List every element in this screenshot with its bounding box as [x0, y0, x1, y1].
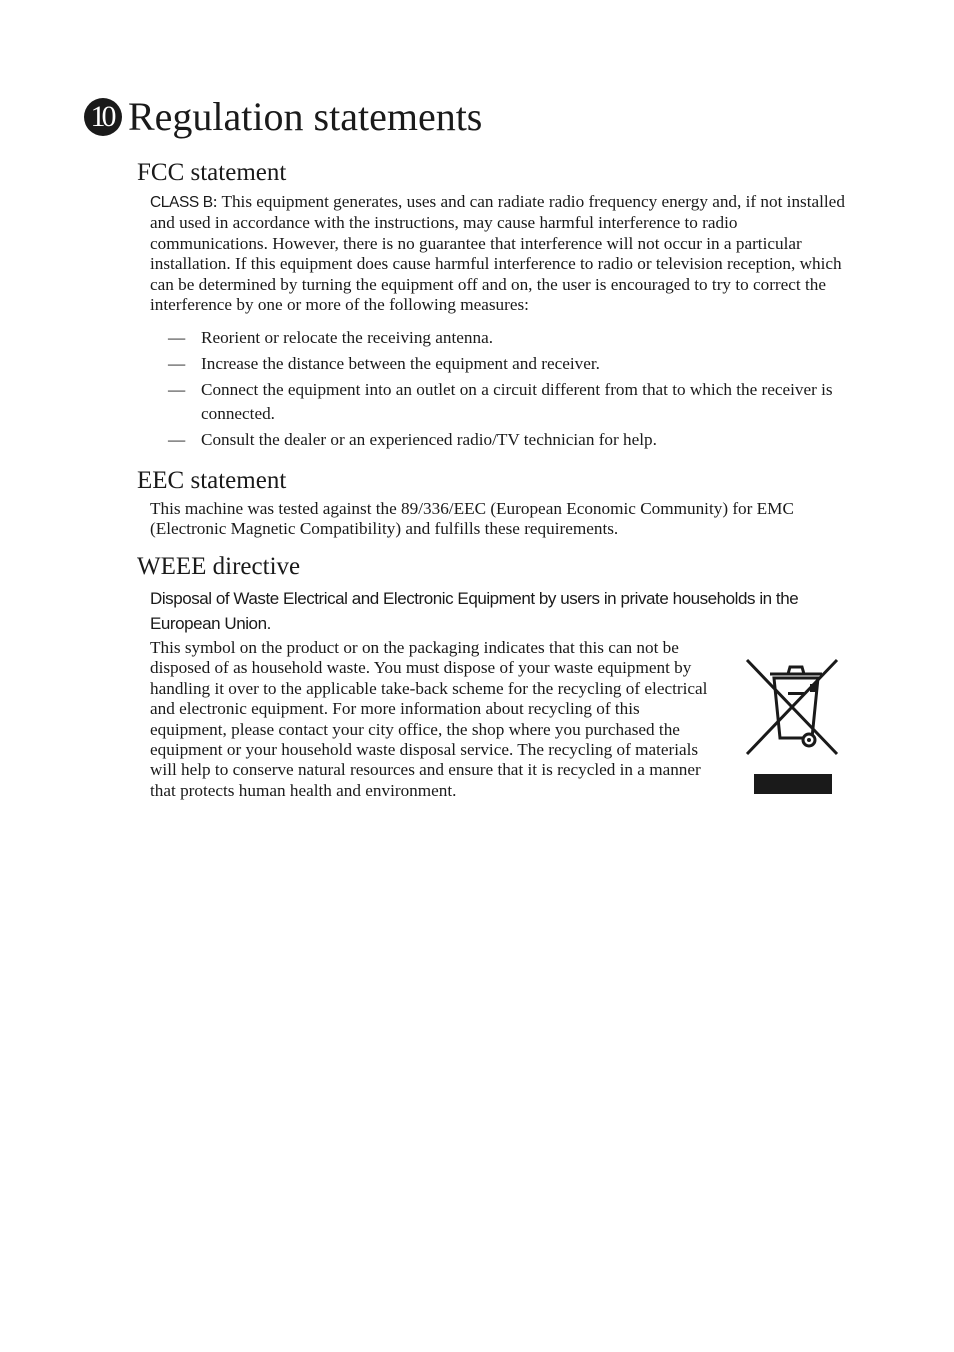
fcc-heading: FCC statement	[137, 159, 287, 186]
measure-text: Consult the dealer or an experienced radio/TV technician for help.	[201, 429, 657, 449]
eec-paragraph: This machine was tested against the 89/336/EEC (European Economic Community) for EMC (Electronic Magnetic Compatibility) and fulfills these requirements.	[150, 499, 794, 539]
measure-text: Connect the equipment into an outlet on a circuit different from that to which the receiver is connected.	[201, 380, 833, 423]
measure-text: Increase the distance between the equipment and receiver.	[201, 354, 600, 373]
chapter-number: 10	[90, 100, 113, 133]
bullet-dash: —	[168, 429, 186, 449]
bullet-dash: —	[168, 380, 186, 399]
weee-subheading: Disposal of Waste Electrical and Electronic Equipment by users in private households in the European Union.	[150, 589, 799, 633]
weee-heading: WEEE directive	[137, 553, 301, 580]
list-item	[168, 428, 858, 452]
measure-text: Reorient or relocate the receiving antenna.	[201, 328, 494, 347]
fcc-paragraph-text: : This equipment generates, uses and can radiate radio frequency energy and, if not installed and used in accordance with the instructions, may cause harmful interference to radio communications. However, there is no guarantee that interference will not occur in a particular installation. If this equipment does cause harmful interference to radio or television reception, which can be determined by turning the equipment off and on, the user is encouraged to try to correct the interference by one or more of the following measures:	[150, 192, 845, 315]
page-title: Regulation statements	[128, 94, 483, 139]
bullet-dash: —	[168, 354, 186, 373]
crossed-out-wheelie-bin-icon	[744, 656, 842, 798]
fcc-measures-list	[168, 326, 858, 454]
list-item	[168, 378, 858, 425]
list-item	[168, 352, 858, 376]
chapter-header	[84, 92, 482, 142]
eec-heading: EEC statement	[137, 467, 287, 494]
fcc-paragraph	[150, 192, 858, 315]
fcc-class-label: CLASS B	[150, 194, 213, 211]
bullet-dash: —	[168, 328, 186, 347]
weee-paragraph: This symbol on the product or on the packaging indicates that this can not be disposed of as household waste. You must dispose of your waste equipment by handling it over to the applicable take-back scheme for the recycling of electrical and electronic equipment. For more information about recycling of this equipment, please contact your city office, the shop where you purchased the equipment or your household waste disposal service. The recycling of materials will help to conserve natural resources and ensure that it is recycled in a manner that protects human health and environment.	[150, 638, 708, 800]
chapter-number-badge	[84, 98, 122, 136]
list-item	[168, 326, 858, 350]
